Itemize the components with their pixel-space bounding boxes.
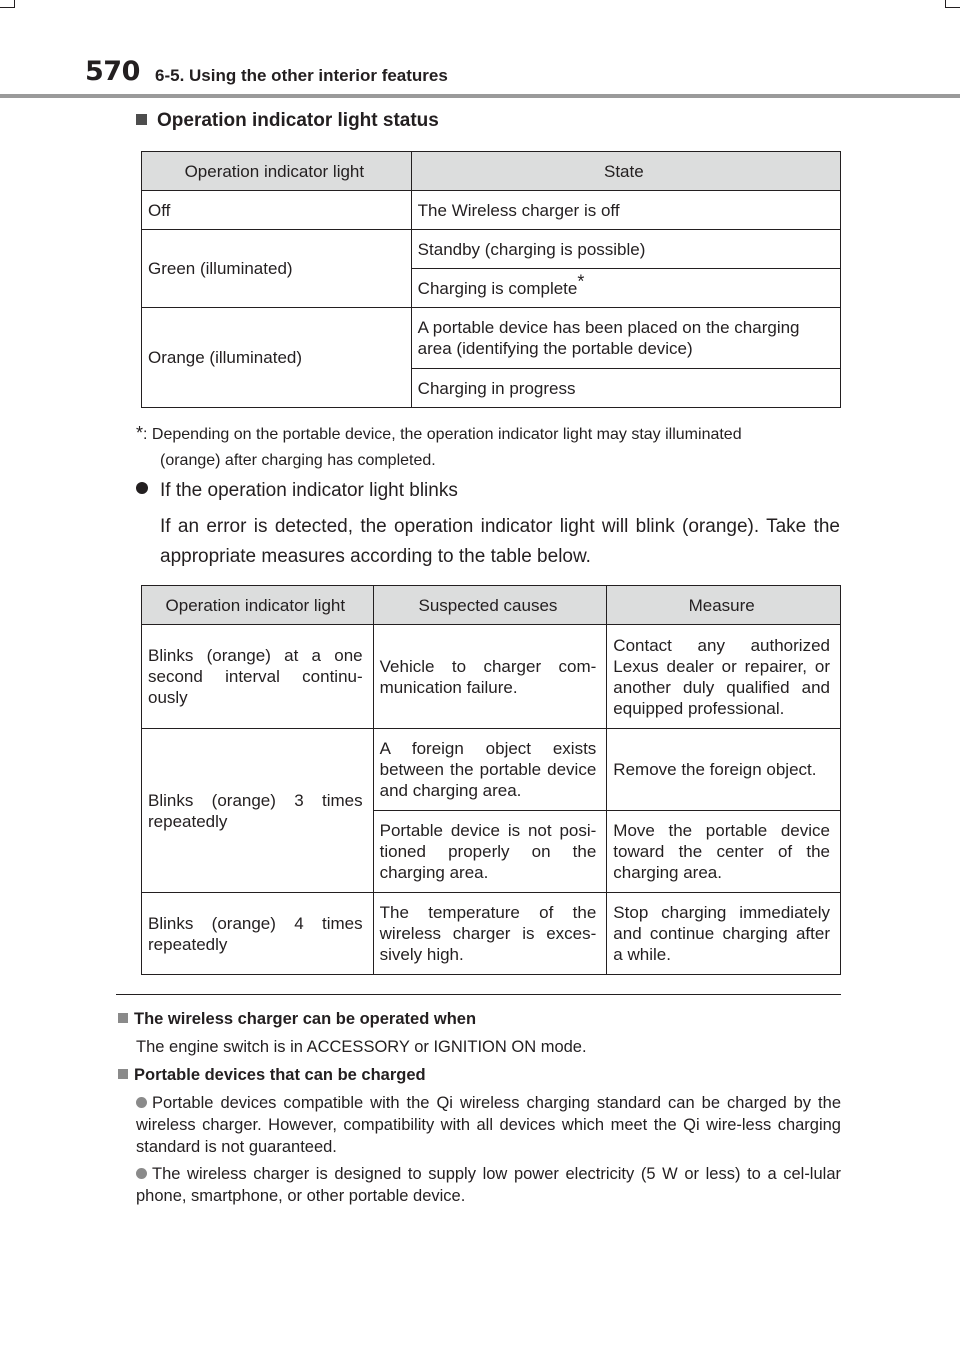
table-row: Blinks (orange) at a one second interval continu-ously Vehicle to charger com-munication failure. Contact any authorized Lexus dealer or repairer, or another duly qualified and equipped professional. [142, 625, 841, 729]
blink-table-header-light: Operation indicator light [142, 586, 374, 625]
blink-heading: If the operation indicator light blinks [136, 480, 458, 502]
devices-bullet-2: The wireless charger is designed to supply low power electricity (5 W or less) to a cel-lular phone, smartphone, or other portable device. [136, 1165, 841, 1205]
table-row: Blinks (orange) 4 times repeatedly The temperature of the wireless charger is exces-sively high. Stop charging immediately and continue charging after a while. [142, 893, 841, 975]
blink-table-header-causes: Suspected causes [373, 586, 607, 625]
table-row: Orange (illuminated) A portable device has been placed on the charging area (identifying the portable device) [142, 308, 841, 369]
crop-mark-top-right-h [946, 7, 960, 8]
footnote: *: Depending on the portable device, the operation indicator light may stay illuminated (orange) after charging has completed. [136, 423, 742, 469]
blink-table-header-measure: Measure [607, 586, 841, 625]
square-bullet-icon [118, 1069, 128, 1079]
blink-paragraph: If an error is detected, the operation indicator light will blink (orange). Take the appropriate measures according to the table below. [160, 516, 840, 567]
status-heading: Operation indicator light status [136, 110, 439, 132]
status-table-header-light: Operation indicator light [142, 152, 412, 191]
round-bullet-icon [136, 482, 148, 494]
table-row: Charging in progress [142, 369, 841, 408]
round-bullet-icon [136, 1097, 147, 1108]
round-bullet-icon [136, 1168, 147, 1179]
table-row: Off The Wireless charger is off [142, 191, 841, 230]
square-bullet-icon [118, 1013, 128, 1023]
crop-mark-top-left [14, 0, 15, 8]
status-table-header-state: State [411, 152, 840, 191]
operated-heading: The wireless charger can be operated when [118, 1008, 848, 1030]
table-row: Portable device is not posi-tioned properly on the charging area. Move the portable device toward the center of the charging area. [142, 811, 841, 893]
devices-heading: Portable devices that can be charged [118, 1064, 848, 1086]
square-bullet-icon [136, 114, 147, 125]
blink-table [141, 585, 841, 975]
table-row: Green (illuminated) Standby (charging is possible) [142, 230, 841, 269]
section-title: 6-5. Using the other interior features [155, 66, 448, 85]
status-table [141, 151, 841, 408]
header-rule [0, 94, 960, 98]
table-row: Charging is complete* [142, 269, 841, 308]
devices-bullet-1: Portable devices compatible with the Qi wireless charging standard can be charged by the wireless charger. However, compatibility with all devices which meet the Qi wire-less charging standard is not guaranteed. [136, 1094, 841, 1156]
section-divider [116, 994, 841, 995]
operated-text: The engine switch is in ACCESSORY or IGNITION ON mode. [136, 1038, 587, 1056]
crop-mark-top-left-h [0, 7, 14, 8]
table-row: Blinks (orange) 3 times repeatedly A foreign object exists between the portable device and charging area. Remove the foreign object. [142, 729, 841, 811]
page-number: 570 [85, 56, 140, 87]
